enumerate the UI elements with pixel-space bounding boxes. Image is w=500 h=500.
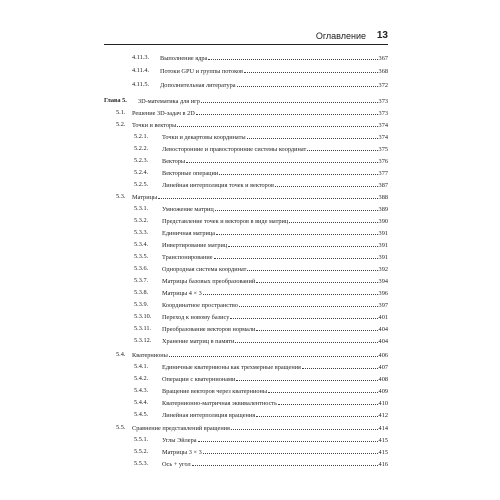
dot-leader [278,397,378,405]
toc-number: 5.4.2. [134,375,149,382]
dot-leader [158,191,377,199]
toc-title: Инвертирование матриц [162,242,228,249]
header-title: Оглавление [315,31,366,41]
toc-page: 373 [378,110,388,117]
toc-number: 4.11.4. [132,67,150,74]
toc-number: 5.3.6. [134,265,149,272]
dot-leader [208,52,377,60]
toc-number: 5.3.8. [134,289,149,296]
toc-page: 367 [378,55,388,62]
toc-row [104,422,388,433]
dot-leader [177,119,377,127]
toc-page: 397 [378,302,388,309]
toc-number: 4.11.3. [132,54,150,61]
toc-title: Однородная система координат [162,266,247,273]
toc-title: 3D-математика для игр [138,98,200,105]
dot-leader [244,65,378,73]
toc-number: 5.5.3. [134,460,149,467]
toc-page: 389 [378,206,388,213]
toc-title: Умножение матриц [162,206,214,213]
toc-page: 409 [378,388,388,395]
toc-title: Линейная интерполяция вращения [162,412,256,419]
toc-page: 391 [378,230,388,237]
dot-leader [216,227,378,235]
dot-leader [215,203,378,211]
dot-leader [289,215,377,223]
toc-row [104,143,388,154]
toc-row [104,203,388,214]
toc-number: 4.11.5. [132,81,150,88]
toc-number: 5.5. [116,424,126,431]
dot-leader [237,79,378,87]
toc-title: Хранение матриц в памяти [162,338,235,345]
toc-page: 404 [378,338,388,345]
toc-page: 368 [378,68,388,75]
toc-row [104,299,388,310]
dot-leader [219,167,377,175]
toc-page: 391 [378,242,388,249]
toc-title: Матрицы [132,194,158,201]
toc-title: Потоки GPU и группы потоков [160,68,244,75]
dot-leader [201,95,378,103]
toc-number: 5.5.2. [134,448,149,455]
toc-title: Точки и векторы [132,122,177,129]
dot-leader [186,155,377,163]
toc-title: Дополнительная литература [160,82,236,89]
toc-number: 5.2.2. [134,145,149,152]
toc-number: 5.5.1. [134,436,149,443]
toc-title: Операции с кватернионами [162,376,236,383]
toc-title: Решение 3D-задач в 2D [132,110,195,117]
running-header [104,28,388,45]
toc-title: Представление точек и векторов в виде матриц [162,218,289,225]
toc-page: 391 [378,254,388,261]
toc-row [104,79,388,90]
toc-number: 5.3.11. [134,325,152,332]
toc-title: Вращение векторов через кватернионы [162,388,268,395]
toc-page: 410 [378,400,388,407]
dot-leader [256,409,377,417]
toc-page: 388 [378,194,388,201]
toc-number: 5.3.3. [134,229,149,236]
page-number: 13 [376,30,388,41]
toc-row [104,335,388,346]
toc-row [104,323,388,334]
dot-leader [275,179,378,187]
dot-leader [192,458,378,466]
toc-page: 373 [378,98,388,105]
toc-number: 5.3.2. [134,217,149,224]
toc-row [104,311,388,322]
toc-number: 5.4.1. [134,363,149,370]
toc-page: 415 [378,449,388,456]
dot-leader [198,434,378,442]
toc-title: Переход к новому базису [162,314,230,321]
toc-page: 394 [378,278,388,285]
toc-row [104,458,388,469]
dot-leader [247,131,378,139]
dot-leader [214,251,378,259]
toc-page: 374 [378,122,388,129]
toc-row [104,155,388,166]
toc-title: Сравнение представлений вращения [132,425,230,432]
dot-leader [239,299,378,307]
toc-title: Координатное пространство [162,302,238,309]
toc-row [104,251,388,262]
toc-title: Векторы [162,158,186,165]
toc-page: 372 [378,82,388,89]
toc-number: 5.4.5. [134,411,149,418]
toc-row [104,349,388,360]
toc-page: 392 [378,266,388,273]
toc-page: 407 [378,364,388,371]
toc-row [104,131,388,142]
toc-row [104,227,388,238]
toc-title: Единичные кватернионы как трехмерные вращения [162,364,301,371]
toc-number: 5.2.4. [134,169,149,176]
toc-title: Транспонирование [162,254,213,261]
toc-number: 5.3.5. [134,253,149,260]
dot-leader [228,239,377,247]
toc-title: Выполнение ядра [160,55,208,62]
toc-row [104,373,388,384]
toc-row [104,434,388,445]
dot-leader [302,361,378,369]
dot-leader [203,287,378,295]
toc-row [104,107,388,118]
dot-leader [196,107,378,115]
toc-number: 5.3.4. [134,241,149,248]
toc-page: 376 [378,158,388,165]
dot-leader [307,143,377,151]
dot-leader [268,385,377,393]
toc-row [104,385,388,396]
toc-page: 390 [378,218,388,225]
toc-number: 5.2.3. [134,157,149,164]
toc-title: Точки и декартовы координаты [162,134,246,141]
toc-number: Глава 5. [104,97,127,104]
toc-number: 5.3. [116,193,126,200]
toc-row [104,119,388,130]
toc-row [104,215,388,226]
dot-leader [169,349,378,357]
dot-leader [203,446,378,454]
toc-title: Кватернионно-матричная эквивалентность [162,400,278,407]
toc-number: 5.2.1. [134,133,149,140]
toc-number: 5.4.4. [134,399,149,406]
toc-page: 404 [378,326,388,333]
toc-number: 5.3.9. [134,301,149,308]
toc-row [104,95,388,106]
toc-row [104,52,388,63]
toc-row [104,191,388,202]
toc-page: 375 [378,146,388,153]
toc-page: 416 [378,461,388,468]
toc-title: Преобразование векторов нормали [162,326,256,333]
toc-page: 396 [378,290,388,297]
toc-number: 5.4.3. [134,387,149,394]
dot-leader [231,422,378,430]
toc-title: Левосторонние и правосторонние системы координат [162,146,307,153]
toc-title: Линейная интерполяция точек и векторов [162,182,274,189]
toc-page: 415 [378,437,388,444]
toc-title: Углы Эйлера [162,437,197,444]
toc-page: 412 [378,412,388,419]
toc-number: 5.4. [116,351,126,358]
dot-leader [256,275,377,283]
toc-row [104,287,388,298]
toc-title: Векторные операции [162,170,219,177]
dot-leader [247,263,377,271]
toc-page: 406 [378,352,388,359]
toc-row [104,409,388,420]
toc-page: 401 [378,314,388,321]
dot-leader [230,311,377,319]
toc-row [104,446,388,457]
toc-row [104,239,388,250]
toc-title: Матрицы базовых преобразований [162,278,256,285]
dot-leader [256,323,377,331]
toc-page: 408 [378,376,388,383]
toc-number: 5.2. [116,121,126,128]
toc-title: Ось + угол [162,461,191,468]
toc-title: Единичная матрица [162,230,216,237]
toc-title: Кватернионы [132,352,168,359]
toc-row [104,397,388,408]
toc-number: 5.3.10. [134,313,152,320]
toc-page: 374 [378,134,388,141]
toc-page: 414 [378,425,388,432]
toc-number: 5.3.7. [134,277,149,284]
dot-leader [236,373,377,381]
toc-title: Матрицы 3 × 3 [162,449,202,456]
toc-title: Матрицы 4 × 3 [162,290,202,297]
toc-row [104,167,388,178]
toc-number: 5.1. [116,109,126,116]
toc-number: 5.2.5. [134,181,149,188]
toc-page: 377 [378,170,388,177]
toc-row [104,179,388,190]
toc-page: 387 [378,182,388,189]
toc-number: 5.3.1. [134,205,149,212]
toc-row [104,275,388,286]
toc-row [104,361,388,372]
toc-row [104,263,388,274]
toc-row [104,65,388,76]
dot-leader [235,335,377,343]
toc-number: 5.3.12. [134,337,152,344]
